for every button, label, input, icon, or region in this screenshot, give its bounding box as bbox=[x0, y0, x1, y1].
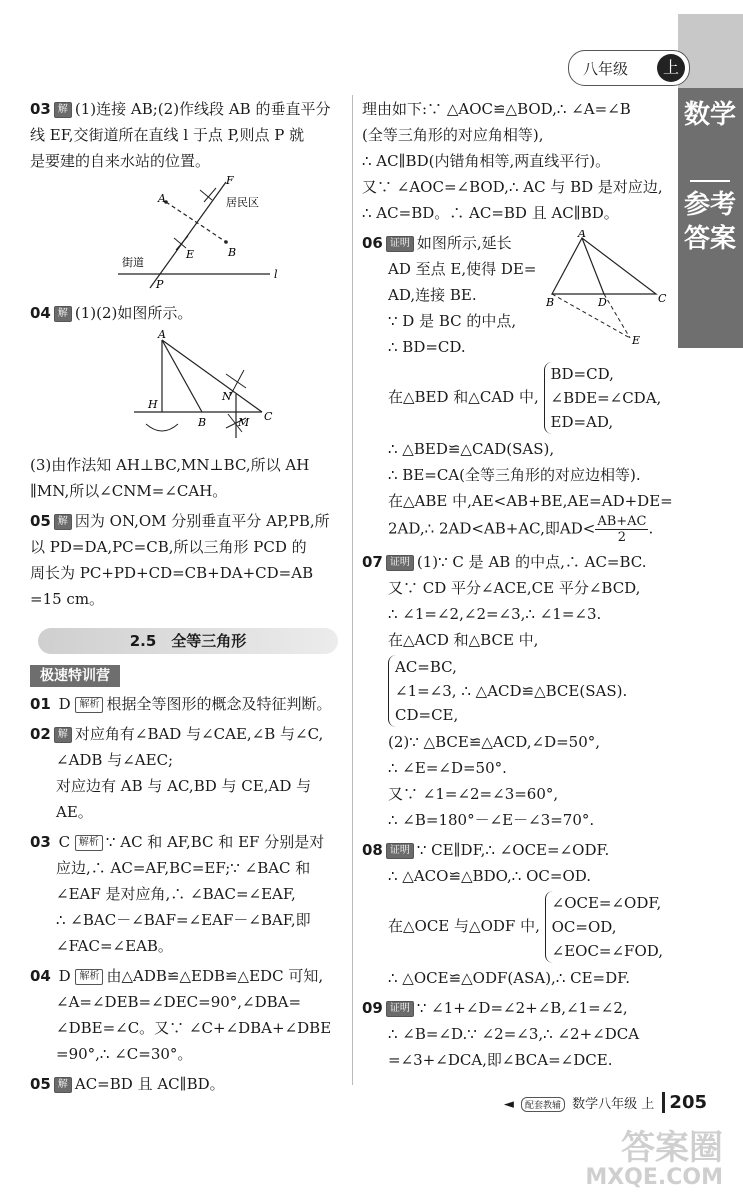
answers-label: 参考答案 bbox=[683, 190, 736, 254]
watermark-url: MXQE.COM bbox=[585, 1165, 723, 1190]
answer-text: =∠3+∠DCA,即∠BCA=∠DCE. bbox=[388, 1051, 613, 1069]
subject-label: 数学 bbox=[683, 100, 736, 130]
arrow-left-icon: ◄ bbox=[503, 1097, 514, 1112]
page-number: 205 bbox=[662, 1092, 707, 1113]
analysis-tag: 解析 bbox=[75, 969, 103, 985]
answer-text: ∠A=∠DEB=∠DEC=90°,∠DBA= bbox=[56, 993, 302, 1011]
item-number: 09 bbox=[362, 999, 383, 1017]
proof-tag: 证明 bbox=[386, 843, 414, 859]
answer-text: ∴ △ACD≌△BCE(SAS). bbox=[461, 682, 628, 700]
answer-text: ∴ ∠1=∠2,∠2=∠3,∴ ∠1=∠3. bbox=[388, 605, 602, 623]
item-number: 03 bbox=[30, 833, 51, 851]
practice-banner: 极速特训营 bbox=[30, 665, 120, 687]
answer-text: AD,连接 BE. bbox=[388, 286, 477, 304]
answer-text: =90°,∴ ∠C=30°。 bbox=[56, 1045, 193, 1063]
answer-text: 又∵ ∠1=∠2=∠3=60°, bbox=[388, 785, 559, 803]
answer-text: ∠DBE=∠C。又∵ ∠C+∠DBA+∠DBE bbox=[56, 1019, 332, 1037]
answer-2-5-02 bbox=[30, 721, 348, 825]
condition-line: ∠OCE=∠ODF, bbox=[551, 894, 662, 912]
answer-2-5-04 bbox=[30, 963, 348, 1067]
answer-text: ∴ △ACO≌△BDO,∴ OC=OD. bbox=[388, 867, 592, 885]
watermark bbox=[585, 1130, 723, 1190]
answer-text: ∴ △OCE≌△ODF(ASA),∴ CE=DF. bbox=[388, 969, 630, 987]
choice-answer: D bbox=[58, 967, 71, 985]
answer-text: 2AD,∴ 2AD<AB+AC,即AD< bbox=[388, 519, 596, 538]
answer-text: ∴ BE=CA(全等三角形的对应边相等). bbox=[388, 466, 641, 484]
answer-text: 由△ADB≌△EDB≌△EDC 可知, bbox=[106, 967, 324, 985]
answer-text: ∴ ∠E=∠D=50°. bbox=[388, 759, 507, 777]
condition-brace bbox=[545, 891, 663, 963]
point-p-label: P bbox=[156, 278, 164, 291]
answer-06 bbox=[362, 230, 677, 545]
answer-text: 是要建的自来水站的位置。 bbox=[30, 152, 211, 170]
answer-text: ∵ ∠1+∠D=∠2+∠B,∠1=∠2, bbox=[416, 999, 628, 1017]
publisher-chip: 配套教辅 bbox=[521, 1097, 565, 1112]
term-mark: 上 bbox=[641, 1097, 655, 1112]
answer-text: (1)∵ C 是 AB 的中点,∴ AC=BC. bbox=[416, 553, 647, 571]
answer-text: =15 cm。 bbox=[30, 590, 105, 608]
answer-text: ∥MN,所以∠CNM=∠CAH。 bbox=[30, 482, 228, 500]
term-badge: 上 bbox=[657, 54, 685, 82]
answer-text: 理由如下:∵ △AOC≌△BOD,∴ ∠A=∠B bbox=[362, 100, 631, 118]
point-f-label: F bbox=[226, 176, 234, 187]
condition-brace bbox=[388, 655, 627, 727]
item-number: 04 bbox=[30, 967, 51, 985]
left-column bbox=[30, 96, 348, 1101]
answer-05-continued bbox=[362, 96, 677, 226]
condition-line: ∠BDE=∠CDA, bbox=[550, 389, 662, 407]
analysis-tag: 解析 bbox=[75, 697, 103, 713]
condition-line: CD=CE, bbox=[395, 706, 459, 724]
watermark-title: 答案圈 bbox=[621, 1128, 723, 1168]
point-a-label: A bbox=[578, 230, 586, 240]
answer-text: AD 至点 E,使得 DE= bbox=[388, 260, 537, 278]
answer-text: AC=BD 且 AC∥BD。 bbox=[74, 1075, 225, 1093]
item-number: 07 bbox=[362, 553, 383, 571]
answer-text: ∠EAF 是对应角,∴ ∠BAC=∠EAF, bbox=[56, 885, 296, 903]
condition-line: OC=OD, bbox=[551, 918, 617, 936]
choice-answer: C bbox=[58, 833, 71, 851]
item-number: 05 bbox=[30, 512, 51, 530]
answer-2-5-05 bbox=[30, 1071, 348, 1097]
condition-line: ∠1=∠3, bbox=[395, 682, 457, 700]
fraction-numerator: AB+AC bbox=[597, 514, 647, 529]
analysis-tag: 解析 bbox=[75, 835, 103, 851]
answer-text: ∵ CE∥DF,∴ ∠OCE=∠ODF. bbox=[416, 841, 610, 859]
point-e-label: E bbox=[186, 248, 195, 261]
point-m-label: M bbox=[238, 416, 250, 429]
proof-tag: 证明 bbox=[386, 1001, 414, 1017]
point-a-label: A bbox=[158, 192, 166, 205]
answer-text: (1)连接 AB;(2)作线段 AB 的垂直平分 bbox=[74, 100, 331, 118]
point-b-label: B bbox=[198, 416, 207, 429]
section-heading: 2.5 全等三角形 bbox=[38, 628, 338, 654]
answer-text: ∴ △BED≌△CAD(SAS), bbox=[388, 440, 555, 458]
grade-label: 八年级 bbox=[583, 60, 629, 78]
item-number: 08 bbox=[362, 841, 383, 859]
answer-text: 以 PD=DA,PC=CB,所以三角形 PCD 的 bbox=[30, 538, 307, 556]
condition-line: AC=BC, bbox=[395, 658, 457, 676]
answer-text: ∠ADB 与∠AEC; bbox=[56, 751, 174, 769]
page-footer bbox=[504, 1092, 707, 1113]
item-number: 02 bbox=[30, 725, 51, 743]
answer-08 bbox=[362, 837, 677, 991]
answer-text: 线 EF,交街道所在直线 l 于点 P,则点 P 就 bbox=[30, 126, 305, 144]
item-number: 03 bbox=[30, 100, 51, 118]
answer-text: ∴ ∠BAC－∠BAF=∠EAF－∠BAF,即 bbox=[56, 911, 311, 929]
figure-water-station bbox=[30, 176, 330, 296]
book-title: 数学八年级 bbox=[572, 1097, 638, 1112]
solution-tag: 解 bbox=[54, 514, 72, 530]
answer-text: ∵ D 是 BC 的中点, bbox=[388, 312, 517, 330]
column-divider bbox=[352, 95, 353, 1085]
answer-text: 对应边有 AB 与 AC,BD 与 CE,AD 与 AE。 bbox=[56, 777, 312, 821]
answer-text: (1)(2)如图所示。 bbox=[74, 304, 193, 322]
answer-text: . bbox=[648, 519, 654, 538]
answer-text: ∵ AC 和 AF,BC 和 EF 分别是对 bbox=[105, 833, 325, 851]
answer-text: 对应角有∠BAD 与∠CAE,∠B 与∠C, bbox=[74, 725, 324, 743]
answer-text: (3)由作法知 AH⊥BC,MN⊥BC,所以 AH bbox=[30, 456, 310, 474]
point-n-label: N bbox=[222, 390, 232, 403]
answer-text: 又∵ ∠AOC=∠BOD,∴ AC 与 BD 是对应边, bbox=[362, 178, 663, 196]
answer-text: 因为 ON,OM 分别垂直平分 AP,PB,所 bbox=[74, 512, 330, 530]
point-h-label: H bbox=[148, 398, 158, 411]
answer-text: ∠FAC=∠EAB。 bbox=[56, 937, 173, 955]
answer-text: 在△BED 和△CAD 中, bbox=[388, 388, 539, 406]
answer-text: 根据全等图形的概念及特征判断。 bbox=[106, 695, 332, 713]
point-b-label: B bbox=[228, 246, 237, 259]
point-a-label: A bbox=[158, 328, 166, 341]
fraction-denominator: 2 bbox=[617, 530, 627, 545]
condition-line: ∠EOC=∠FOD, bbox=[551, 942, 664, 960]
figure-perpendiculars bbox=[30, 328, 330, 448]
solution-tag: 解 bbox=[54, 727, 72, 743]
answer-text: ∴ AC=BD。∴ AC=BD 且 AC∥BD。 bbox=[362, 204, 619, 222]
answer-text: ∴ ∠B=180°－∠E－∠3=70°. bbox=[388, 811, 595, 829]
point-d-label: D bbox=[598, 296, 607, 309]
answer-text: 周长为 PC+PD+CD=CB+DA+CD=AB bbox=[30, 564, 314, 582]
answer-text: 在△ABE 中,AE<AB+BE,AE=AD+DE= bbox=[388, 492, 673, 510]
solution-tag: 解 bbox=[54, 306, 72, 322]
point-e-label: E bbox=[632, 334, 641, 347]
answer-text: ∴ ∠B=∠D.∵ ∠2=∠3,∴ ∠2+∠DCA bbox=[388, 1025, 640, 1043]
item-number: 05 bbox=[30, 1075, 51, 1093]
answer-07 bbox=[362, 549, 677, 833]
answer-03 bbox=[30, 96, 348, 296]
item-number: 01 bbox=[30, 695, 51, 713]
right-column bbox=[362, 96, 677, 1077]
answer-text: 应边,∴ AC=AF,BC=EF;∵ ∠BAC 和 bbox=[56, 859, 311, 877]
condition-brace bbox=[544, 362, 662, 434]
solution-tag: 解 bbox=[54, 102, 72, 118]
side-divider bbox=[690, 180, 730, 182]
item-number: 06 bbox=[362, 234, 383, 252]
point-b-label: B bbox=[546, 296, 555, 309]
answer-2-5-01 bbox=[30, 691, 348, 717]
answer-text: ∴ AC∥BD(内错角相等,两直线平行)。 bbox=[362, 152, 611, 170]
solution-tag: 解 bbox=[54, 1077, 72, 1093]
answer-text: 在△OCE 与△ODF 中, bbox=[388, 917, 540, 935]
figure-median-extension bbox=[546, 230, 676, 350]
condition-line: ED=AD, bbox=[550, 413, 614, 431]
point-c-label: C bbox=[658, 292, 667, 305]
answer-2-5-03 bbox=[30, 829, 348, 959]
answer-04 bbox=[30, 300, 348, 504]
answer-05 bbox=[30, 508, 348, 612]
answer-text: ∴ BD=CD. bbox=[388, 338, 466, 356]
answer-text: 如图所示,延长 bbox=[416, 234, 512, 252]
condition-line: BD=CD, bbox=[550, 365, 614, 383]
residential-label: 居民区 bbox=[226, 196, 259, 209]
choice-answer: D bbox=[58, 695, 71, 713]
answer-09 bbox=[362, 995, 677, 1073]
line-l-label: l bbox=[274, 268, 278, 281]
proof-tag: 证明 bbox=[386, 236, 414, 252]
point-c-label: C bbox=[264, 410, 273, 423]
street-label: 街道 bbox=[122, 256, 144, 269]
answer-text: (2)∵ △BCE≌△ACD,∠D=50°, bbox=[388, 733, 601, 751]
item-number: 04 bbox=[30, 304, 51, 322]
fraction bbox=[595, 514, 648, 545]
answer-text: 在△ACD 和△BCE 中, bbox=[388, 631, 539, 649]
answer-text: (全等三角形的对应角相等), bbox=[362, 126, 544, 144]
answer-text: 又∵ CD 平分∠ACE,CE 平分∠BCD, bbox=[388, 579, 641, 597]
grade-badge bbox=[568, 50, 690, 86]
proof-tag: 证明 bbox=[386, 555, 414, 571]
